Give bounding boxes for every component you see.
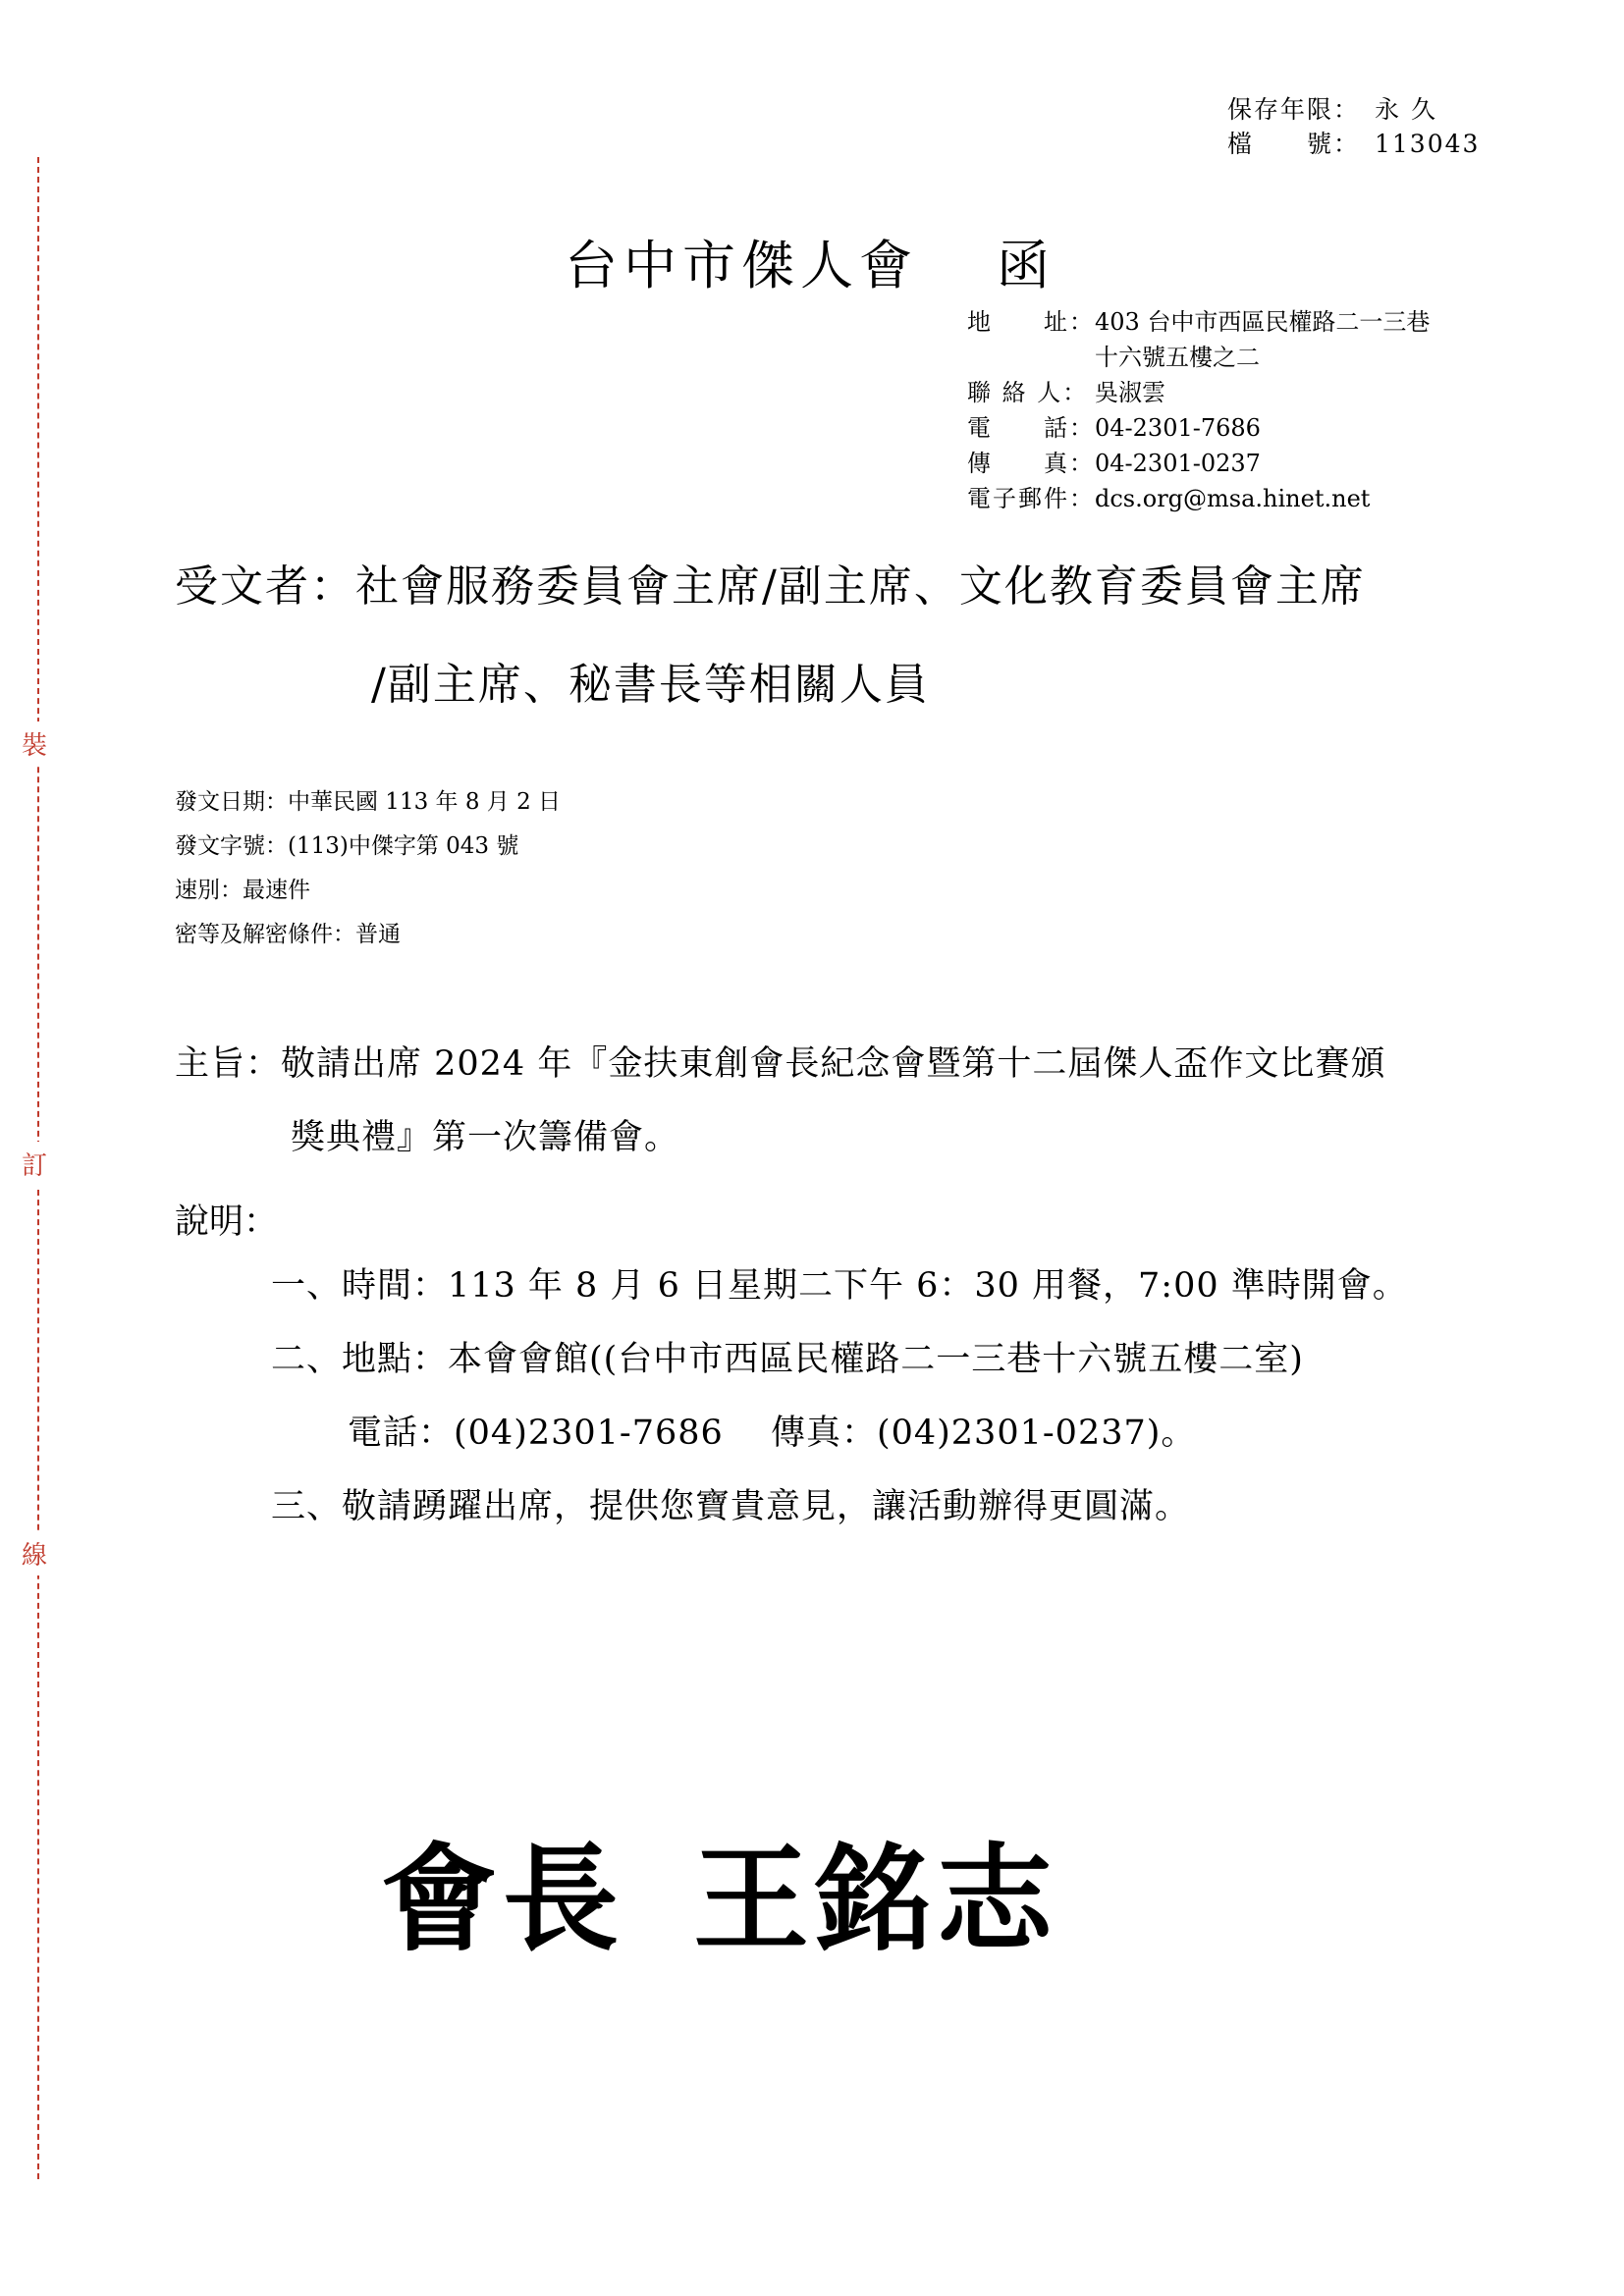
dispatch-date: 發文日期：中華民國 113 年 8 月 2 日	[175, 789, 562, 815]
description-item-time-text: 一、時間：113 年 8 月 6 日星期二下午 6：30 用餐，7:00 準時開會。	[271, 1266, 1408, 1306]
document-title	[565, 224, 1056, 299]
description-item-location-line1: 二、地點：本會會館((台中市西區民權路二一三巷十六號五樓二室)	[271, 1340, 1304, 1379]
org-name: 台中市傑人會	[565, 235, 918, 296]
description-title: 說明：	[175, 1202, 279, 1242]
phone-value: 04-2301-7686	[1095, 414, 1261, 442]
email-label: 電子郵件：	[967, 485, 1095, 512]
signature	[381, 1806, 1058, 1973]
binding-mark-ding: 訂	[22, 1142, 47, 1186]
description-item-request-text: 三、敬請踴躍出席，提供您寶貴意見，讓活動辦得更圓滿。	[271, 1487, 1191, 1526]
recipient-line1: 受文者：社會服務委員會主席/副主席、文化教育委員會主席	[175, 561, 1366, 612]
retention-label: 保存年限：	[1227, 95, 1361, 124]
contact-block	[967, 304, 1430, 516]
fax-value: 04-2301-0237	[1095, 450, 1261, 477]
description-item-location	[271, 1323, 1304, 1470]
retention-value: 永 久	[1375, 95, 1437, 124]
description-item-location-line2: 電話：(04)2301-7686 傳真：(04)2301-0237)。	[348, 1414, 1197, 1453]
address-line1: 403 台中市西區民權路二一三巷	[1095, 308, 1431, 336]
dispatch-number: 發文字號：(113)中傑字第 043 號	[175, 833, 519, 859]
description-item-request	[271, 1470, 1190, 1544]
dispatch-speed: 速別：最速件	[175, 878, 310, 903]
phone-label: 電 話：	[967, 414, 1095, 442]
signature-name: 王銘志	[693, 1832, 1059, 1967]
file-number-value: 113043	[1375, 130, 1481, 158]
binding-mark-zhuang: 裝	[22, 721, 47, 766]
binding-mark-xian: 線	[22, 1531, 47, 1575]
address-line2: 十六號五樓之二	[1095, 344, 1260, 371]
description-item-time	[271, 1250, 1408, 1323]
email-value: dcs.org@msa.hinet.net	[1095, 485, 1371, 512]
subject-line2: 獎典禮』第一次籌備會。	[291, 1118, 680, 1157]
fax-label: 傳 真：	[967, 450, 1095, 477]
contact-person: 吳淑雲	[1095, 379, 1165, 406]
address-label: 地 址：	[967, 308, 1095, 336]
recipient-line2: /副主席、秘書長等相關人員	[371, 660, 930, 710]
file-number-label: 檔 號：	[1227, 130, 1361, 158]
subject-block	[175, 1028, 1385, 1175]
subject-line1: 主旨：敬請出席 2024 年『金扶東創會長紀念會暨第十二屆傑人盃作文比賽頒	[175, 1044, 1386, 1084]
recipient-block	[175, 538, 1366, 734]
file-number	[1227, 125, 1480, 160]
retention-period	[1227, 90, 1437, 126]
contact-person-label: 聯 絡 人：	[967, 379, 1089, 406]
signature-title: 會長	[381, 1832, 625, 1967]
document-kind: 函	[997, 235, 1056, 296]
dispatch-info	[175, 780, 561, 957]
dispatch-secrecy: 密等及解密條件：普通	[175, 922, 401, 947]
